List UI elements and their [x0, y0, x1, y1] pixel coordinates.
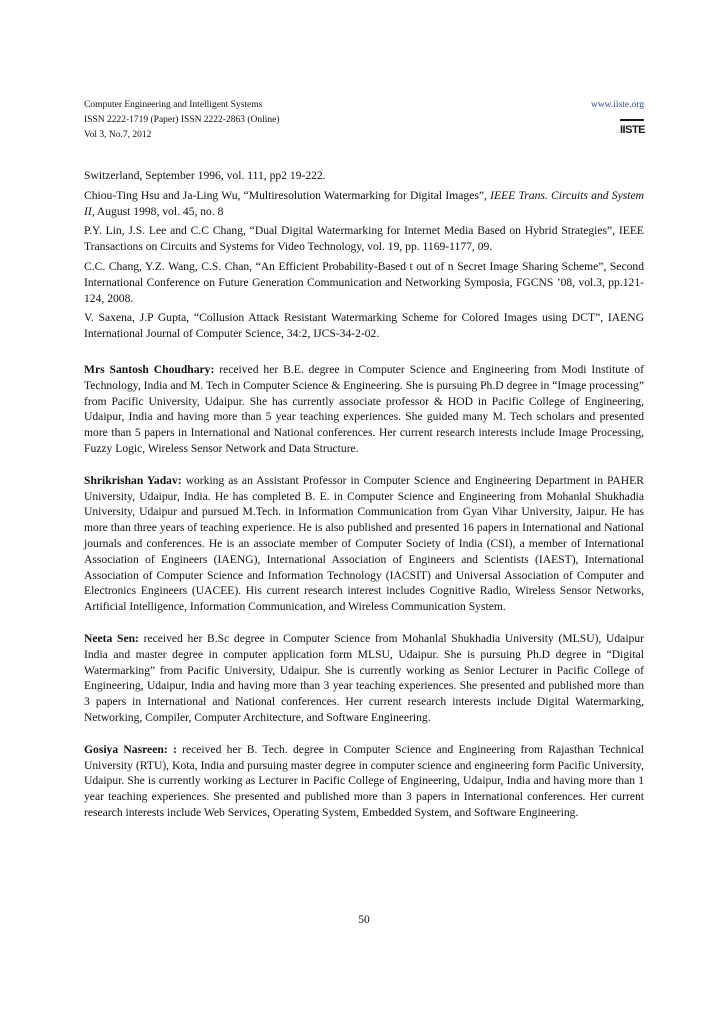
reference-item [84, 310, 644, 342]
author-name: Neeta Sen: [84, 631, 139, 645]
author-name: Shrikrishan Yadav: [84, 473, 182, 487]
journal-info [84, 98, 644, 143]
reference-journal: IEEE Trans. Circuits and System II, [84, 188, 644, 218]
page-header [84, 98, 644, 143]
section-gap [84, 726, 644, 742]
author-bio [84, 742, 644, 821]
page-content [84, 168, 644, 821]
journal-branding [591, 98, 644, 147]
reference-text: Chiou-Ting Hsu and Ja-Ling Wu, “Multiresolution Watermarking for Digital Images”, [84, 188, 491, 202]
reference-item [84, 168, 644, 184]
reference-text: V. Saxena, J.P Gupta, “Collusion Attack Resistant Watermarking Scheme for Colored Images using DCT”, IAENG International Journal of Computer Science, 34:2, IJCS-34-2-02. [84, 311, 644, 341]
author-name: Mrs Santosh Choudhary: [84, 362, 215, 376]
page-number: 50 [358, 914, 370, 926]
author-bio-text: received her B.Sc degree in Computer Science from Mohanlal Shukhadia University (MLSU), Udaipur India and master degree in computer application form MLSU, Udaipur. She is pursuing Ph.D degree in “Digital Watermarking” from Pacific University, Udaipur. She is currently working as Senior Lecturer in Pacific College of Engineering, Udaipur, India and having more than 3 year teaching experiences. She presented and published more than 3 papers in International and National conferences. Her current research interests include Digital Watermarking, Networking, Compiler, Computer Architecture, and Software Engineering. [84, 631, 644, 724]
logo-bar [620, 119, 644, 121]
iiste-logo [620, 117, 644, 141]
author-bio [84, 631, 644, 726]
author-name: Gosiya Nasreen: : [84, 742, 177, 756]
reference-item [84, 188, 644, 220]
section-gap [84, 457, 644, 473]
section-gap [84, 615, 644, 631]
section-gap [84, 346, 644, 362]
reference-item [84, 259, 644, 306]
reference-text: C.C. Chang, Y.Z. Wang, C.S. Chan, “An Efficient Probability-Based t out of n Secret Image Sharing Scheme”, Second International Conference on Future Generation Communication and Networking Symposia, FGCNS ’08, vol.3, pp.121-124, 2008. [84, 259, 644, 305]
author-bio-text: received her B.E. degree in Computer Science and Engineering from Modi Institute of Technology, India and M. Tech in Computer Science & Engineering. She is pursuing Ph.D degree in “Image processing” from Pacific University, Udaipur. She has currently associate professor & HOD in Pacific College of Engineering, Udaipur, India and having more than 5 year teaching experiences. She guided many M. Tech scholars and presented more than 5 papers in International and National conferences. Her current research interests include Image Processing, Fuzzy Logic, Wireless Sensor Network and Data Structure. [84, 362, 644, 455]
journal-issn: ISSN 2222-1719 (Paper) ISSN 2222-2863 (Online) [84, 115, 280, 125]
reference-text: August 1998, vol. 45, no. 8 [94, 204, 224, 218]
journal-url[interactable]: www.iiste.org [590, 100, 644, 110]
author-bio [84, 362, 644, 457]
journal-title: Computer Engineering and Intelligent Systems [84, 100, 263, 110]
reference-item [84, 223, 644, 255]
logo-text: IISTE [620, 124, 646, 136]
author-bio-text: received her B. Tech. degree in Computer Science and Engineering from Rajasthan Technical University (RTU), Kota, India and pursuing master degree in computer science and engineering form Pacific University, Udaipur. She is currently working as Lecturer in Pacific College of Engineering, Udaipur, India and having more than 1 year teaching experiences. She presented and published more than 3 papers in International conferences. Her current research interests include Web Services, Operating System, Embedded System, and Software Engineering. [84, 742, 644, 819]
author-bio [84, 473, 644, 615]
journal-volume: Vol 3, No.7, 2012 [84, 130, 152, 140]
reference-text: P.Y. Lin, J.S. Lee and C.C Chang, “Dual Digital Watermarking for Internet Media Based on Hybrid Strategies”, IEEE Transactions on Circuits and Systems for Video Technology, vol. 19, pp. 1169-1177, 09. [84, 224, 644, 254]
author-bio-text: working as an Assistant Professor in Computer Science and Engineering Department in PAHER University, Udaipur, India. He has completed B. E. in Computer Science and Engineering from Mohanlal Shukhadia University, Udaipur and pursued M.Tech. in Information Communication from Gyan Vihar University, Jaipur. He has more than three years of teaching experience. He is also published and presented 16 papers in International and National journals and conferences. He is an associate member of Computer Society of India (CSI), a member of International Association of Engineers (IAENG), International Association of Engineers and Scientists (IAEST), International Association of Computer Science and Information Technology (IACSIT) and Universal Association of Computer and Electronics Engineers (UACEE). His current research interest includes Cognitive Radio, Wireless Sensor Networks, Artificial Intelligence, Information Communication, and Wireless Communication System. [84, 473, 644, 614]
reference-text: Switzerland, September 1996, vol. 111, pp2 19-222. [84, 169, 326, 182]
references-list [84, 168, 644, 342]
